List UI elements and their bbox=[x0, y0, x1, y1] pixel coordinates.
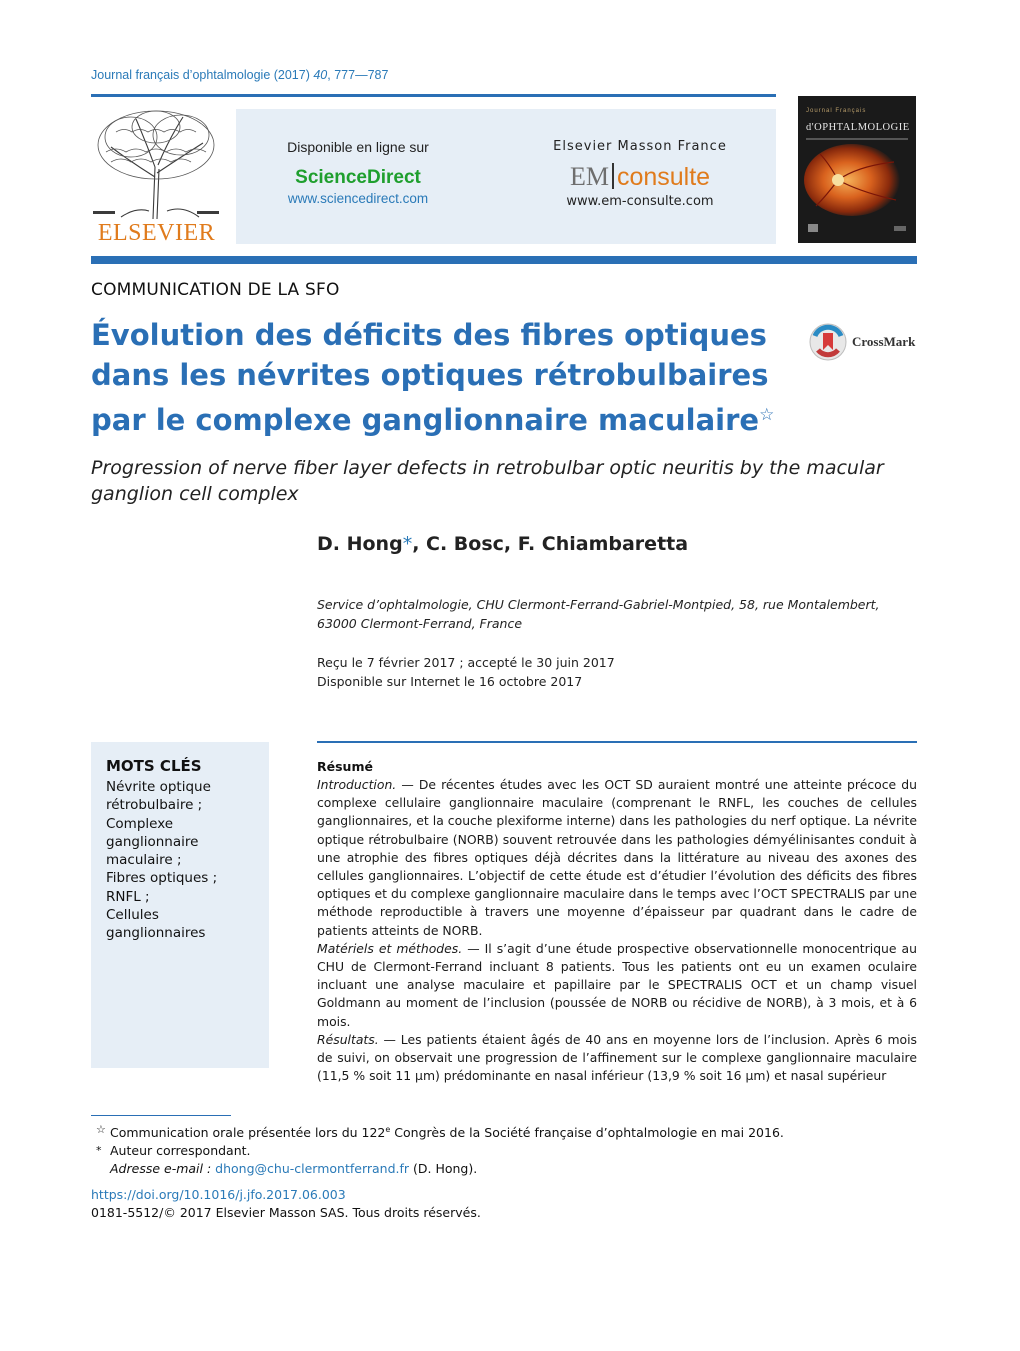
abstract-rule bbox=[317, 741, 917, 743]
emconsulte-block bbox=[536, 139, 744, 209]
crossmark-badge[interactable] bbox=[808, 322, 918, 362]
abstract-body bbox=[317, 776, 917, 1085]
sciencedirect-block bbox=[254, 139, 462, 206]
footnote-superscript: e bbox=[385, 1125, 391, 1134]
article-dates bbox=[317, 654, 917, 691]
author-chiambaretta[interactable]: F. Chiambaretta bbox=[517, 533, 689, 555]
abstract-text: — Les patients étaient âgés de 40 ans en moyenne lors de l’inclusion. Après 6 mois de suivi, on observait une progression de l’affinement sur le complexe ganglionnaire maculaire (11,5 % soit 11 μm) prédominante en nasal inférieur (13,9 % soit 16 μm) et nasal supérieur bbox=[317, 1031, 917, 1084]
online-date: Disponible sur Internet le 16 octobre 2017 bbox=[317, 673, 583, 689]
received-date: Reçu le 7 février 2017 ; accepté le 30 juin 2017 bbox=[317, 655, 615, 670]
abstract-paragraph-methods bbox=[317, 940, 917, 1031]
journal-pages: , 777—787 bbox=[327, 68, 389, 82]
article-title-text: Évolution des déficits des fibres optiques dans les névrites optiques rétrobulbaires par le complexe ganglionnaire maculaire bbox=[91, 318, 769, 437]
affiliation-line: Service d’ophtalmologie, CHU Clermont-Ferrand-Gabriel-Montpied, 58, rue Montalembert, bbox=[317, 597, 880, 612]
title-footnote-mark[interactable]: ☆ bbox=[759, 405, 775, 425]
author-list bbox=[317, 533, 688, 555]
elsevier-logo[interactable] bbox=[91, 107, 222, 247]
publisher-name: Elsevier Masson France bbox=[553, 139, 727, 154]
abstract-lead: Résultats. bbox=[317, 1031, 379, 1047]
keyword-item: Névrite optique rétrobulbaire ; bbox=[106, 779, 211, 814]
header-rule bbox=[91, 94, 776, 97]
sciencedirect-link[interactable]: www.sciencedirect.com bbox=[287, 191, 429, 206]
section-label: COMMUNICATION DE LA SFO bbox=[91, 280, 340, 300]
affiliation-line: 63000 Clermont-Ferrand, France bbox=[317, 615, 523, 631]
email-link[interactable]: dhong@chu-clermontferrand.fr bbox=[215, 1161, 410, 1176]
keyword-item: Complexe ganglionnaire maculaire ; bbox=[106, 815, 199, 869]
abstract-text: — Il s’agit d’une étude prospective observationnelle monocentrique au CHU de Clermont-Ferrand incluant 8 patients. Tous les patients ont eu un examen oculaire incluant une analyse maculaire et papillaire par le SPECTRALIS OCT et un champ visuel Goldmann au moment de l’inclusion (poussée de NORB ou récidive de NORB), à 3 mois, et à 6 mois. bbox=[317, 940, 917, 1029]
author-bosc[interactable]: C. Bosc bbox=[426, 533, 504, 555]
abstract-lead: Matériels et méthodes. bbox=[317, 940, 463, 956]
emconsulte-link[interactable]: www.em-consulte.com bbox=[566, 194, 714, 209]
keyword-item: RNFL ; bbox=[106, 888, 150, 905]
crossmark-label: CrossMark bbox=[852, 334, 916, 349]
corresponding-author-mark[interactable]: * bbox=[402, 533, 413, 555]
available-online-label: Disponible en ligne sur bbox=[287, 139, 429, 155]
abstract-heading: Résumé bbox=[317, 759, 373, 774]
footnote-rule bbox=[91, 1115, 231, 1116]
keywords-title: MOTS CLÉS bbox=[106, 757, 202, 775]
fundus-image-icon bbox=[798, 96, 916, 243]
article-title bbox=[91, 315, 791, 440]
keyword-item: Cellules ganglionnaires bbox=[106, 907, 206, 942]
emconsulte-consult: consulte bbox=[616, 163, 711, 191]
abstract-text: — De récentes études avec les OCT SD auraient montré une atteinte précoce du complexe cellulaire ganglionnaire maculaire (comprenant le RNFL, les couches de cellules ganglionnaires, et la couche plexiforme interne) dans les pathologies du nerf optique. La névrite optique rétrobulbaire (NORB) souvent retrouvée dans les pathologies démyélinisantes conduit à une atrophie des fibres optiques déjà décrites dans la littérature au niveau des axones des cellules ganglionnaires. L’objectif de cette étude est d’étudier l’évolution des déficits des fibres optiques et du complexe ganglionnaire maculaire dans le temps avec l’OCT SPECTRALIS par une méthode reproductible à travers une moyenne d’épaisseur par quadrant dans le cadre de patients atteints de NORB. bbox=[317, 777, 917, 938]
cover-small-text: Journal Français bbox=[806, 108, 867, 114]
abstract-lead: Introduction. bbox=[317, 777, 397, 792]
header-bottom-rule bbox=[91, 256, 917, 264]
email-label: Adresse e-mail : bbox=[110, 1161, 216, 1176]
keywords-list bbox=[106, 778, 256, 943]
journal-reference[interactable] bbox=[91, 68, 388, 82]
footnote-email bbox=[91, 1160, 917, 1178]
emconsulte-divider bbox=[612, 163, 614, 189]
copyright-line: 0181-5512/© 2017 Elsevier Masson SAS. Tous droits réservés. bbox=[91, 1205, 481, 1220]
author-separator: , bbox=[503, 533, 518, 555]
keywords-box bbox=[91, 742, 269, 1068]
author-hong[interactable]: D. Hong bbox=[317, 533, 403, 555]
footnote-text: Auteur correspondant. bbox=[110, 1143, 251, 1158]
footnote-text: Communication orale présentée lors du 122 bbox=[110, 1125, 386, 1140]
abstract-paragraph-results bbox=[317, 1031, 917, 1086]
affiliation bbox=[317, 596, 917, 633]
elsevier-wordmark: ELSEVIER bbox=[97, 220, 216, 246]
footnote-asterisk-mark: * bbox=[96, 1144, 102, 1157]
elsevier-tree-icon bbox=[91, 107, 222, 222]
journal-cover[interactable] bbox=[798, 96, 916, 243]
footnotes bbox=[91, 1121, 917, 1178]
article-subtitle: Progression of nerve fiber layer defects in retrobulbar optic neuritis by the macular ganglion cell complex bbox=[91, 457, 884, 505]
footnote-corresponding bbox=[91, 1142, 917, 1160]
emconsulte-em: EM bbox=[569, 162, 609, 191]
availability-banner bbox=[236, 109, 776, 244]
footnote-star-mark: ☆ bbox=[96, 1123, 106, 1136]
sciencedirect-logo[interactable]: ScienceDirect bbox=[295, 167, 421, 188]
emconsulte-logo[interactable] bbox=[536, 162, 744, 192]
author-separator: , bbox=[412, 533, 427, 555]
crossmark-icon bbox=[808, 322, 848, 362]
email-suffix: (D. Hong). bbox=[409, 1161, 478, 1176]
doi-link[interactable]: https://doi.org/10.1016/j.jfo.2017.06.003 bbox=[91, 1187, 346, 1202]
cover-title: d'OPHTALMOLOGIE bbox=[806, 122, 910, 133]
abstract-paragraph-introduction bbox=[317, 776, 917, 940]
footnote-text: Congrès de la Société française d’ophtalmologie en mai 2016. bbox=[390, 1125, 784, 1140]
journal-volume: 40 bbox=[313, 68, 328, 82]
journal-name: Journal français d’ophtalmologie (2017) bbox=[91, 68, 314, 82]
keyword-item: Fibres optiques ; bbox=[106, 870, 218, 887]
footnote-presentation bbox=[91, 1121, 917, 1142]
